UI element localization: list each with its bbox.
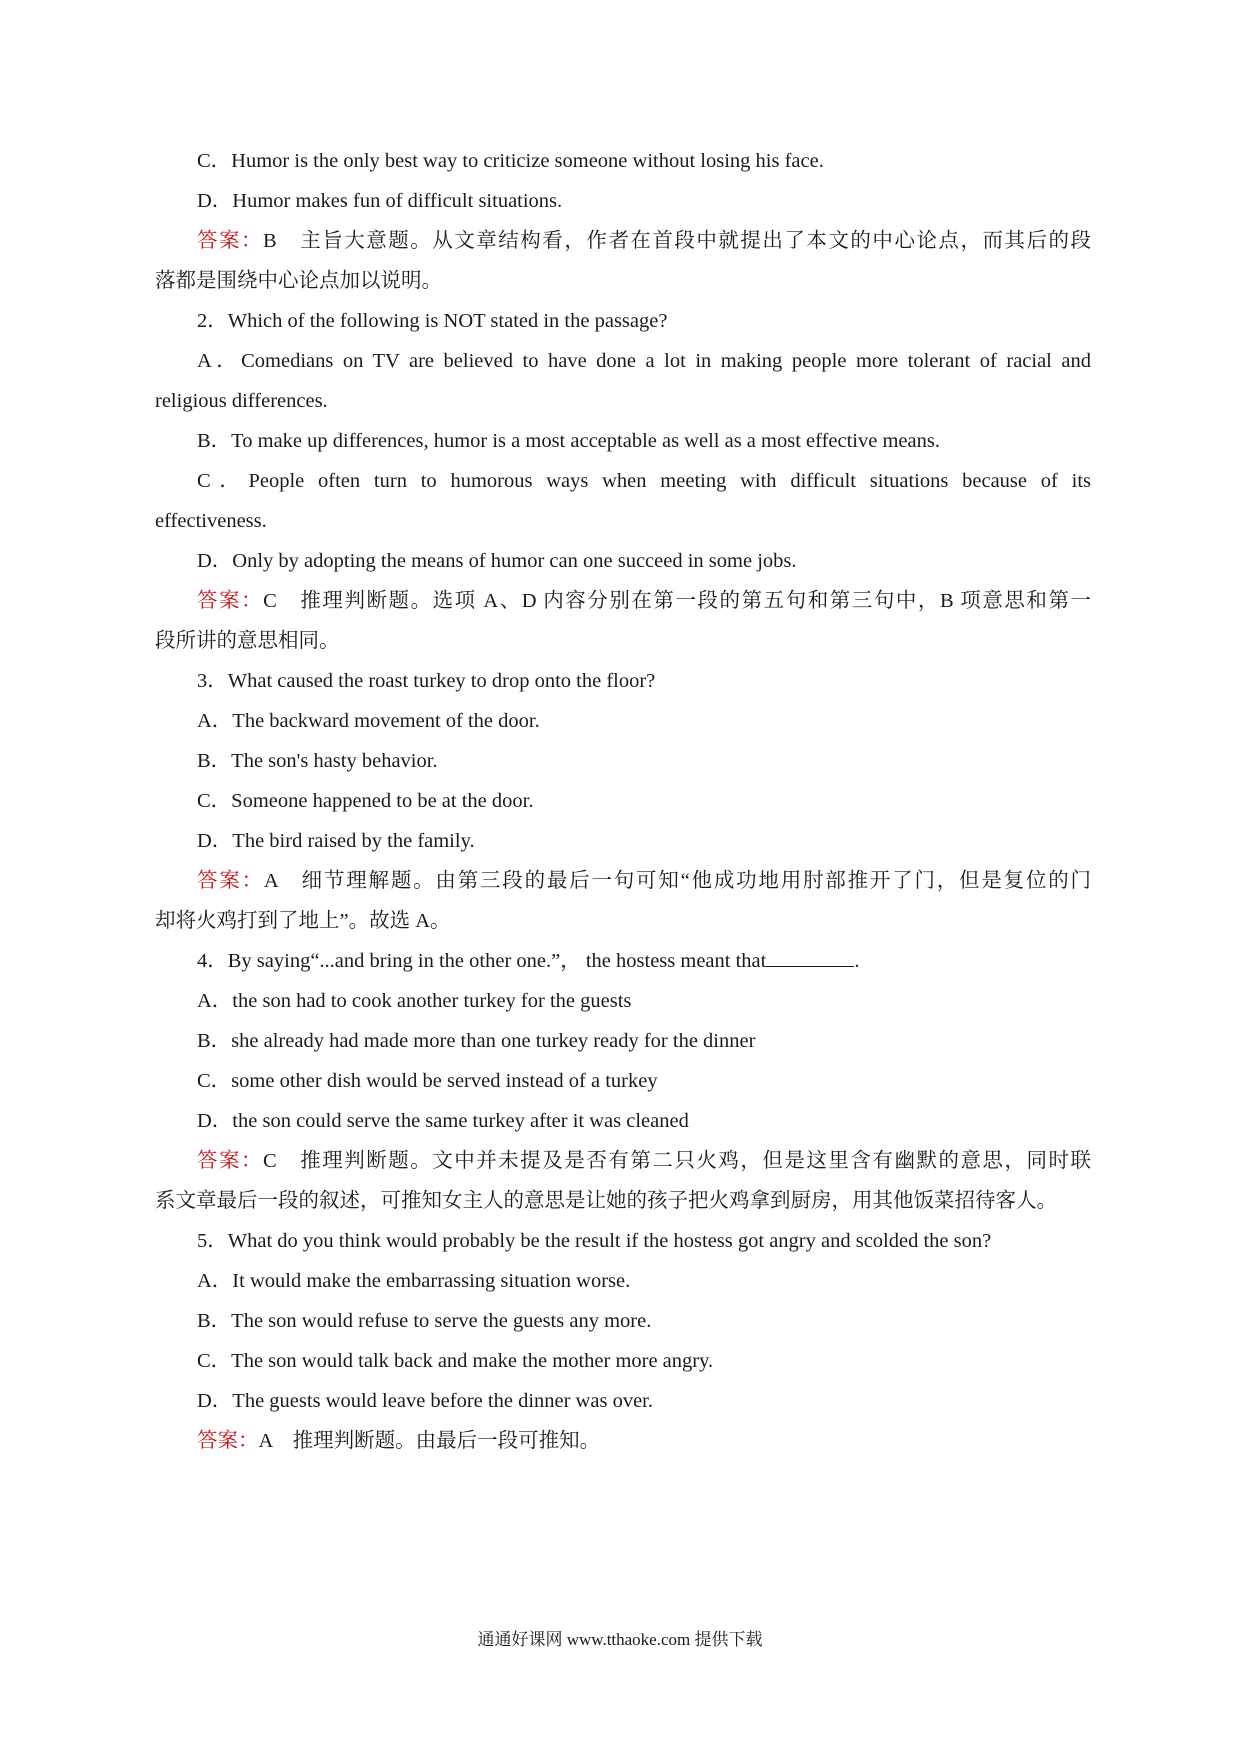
- option-b: B．The son's hasty behavior.: [197, 750, 438, 772]
- option-a: A．It would make the embarrassing situation worse.: [197, 1270, 631, 1292]
- option-c: C．Someone happened to be at the door.: [197, 790, 534, 812]
- option-b: B．To make up differences, humor is a most acceptable as well as a most effective means.: [197, 430, 940, 452]
- option-a: A．The backward movement of the door.: [197, 710, 540, 732]
- answer-4: 答案：C 推理判断题。文中并未提及是否有第二只火鸡，但是这里含有幽默的意思，同时联: [197, 1150, 1092, 1172]
- answer-label: 答案：: [197, 590, 264, 612]
- question-5: 5．What do you think would probably be the result if the hostess got angry and scolded the son?: [197, 1230, 992, 1252]
- answer-blank: [766, 948, 854, 967]
- answer-1: 答案：B 主旨大意题。从文章结构看，作者在首段中就提出了本文的中心论点，而其后的段: [197, 230, 1092, 252]
- answer-2-continued: 段所讲的意思相同。: [155, 630, 340, 652]
- option-d: D．the son could serve the same turkey after it was cleaned: [197, 1110, 689, 1132]
- option-c: C．some other dish would be served instead of a turkey: [197, 1070, 658, 1092]
- question-2: 2．Which of the following is NOT stated in the passage?: [197, 310, 668, 332]
- answer-2: 答案：C 推理判断题。选项 A、D 内容分别在第一段的第五句和第三句中，B 项意思和第一: [197, 590, 1091, 612]
- answer-label: 答案：: [197, 1430, 259, 1452]
- option-d: D．Only by adopting the means of humor can one succeed in some jobs.: [197, 550, 797, 572]
- option-b: B．she already had made more than one turkey ready for the dinner: [197, 1030, 756, 1052]
- answer-3-continued: 却将火鸡打到了地上”。故选 A。: [155, 910, 451, 932]
- answer-5: 答案：A 推理判断题。由最后一段可推知。: [197, 1430, 601, 1452]
- answer-4-continued: 系文章最后一段的叙述，可推知女主人的意思是让她的孩子把火鸡拿到厨房，用其他饭菜招待客人。: [155, 1190, 1057, 1212]
- option-c-continued: effectiveness.: [155, 510, 267, 532]
- option-d: D．The bird raised by the family.: [197, 830, 475, 852]
- option-a-continued: religious differences.: [155, 390, 328, 412]
- answer-label: 答案：: [197, 1150, 264, 1172]
- document-body: [155, 141, 1091, 1461]
- option-c: C．People often turn to humorous ways when meeting with difficult situations because of its: [197, 470, 1091, 492]
- option-b: B．The son would refuse to serve the guests any more.: [197, 1310, 652, 1332]
- option-a: A．Comedians on TV are believed to have done a lot in making people more tolerant of racial and: [197, 350, 1091, 372]
- page-footer: 通通好课网 www.tthaoke.com 提供下载: [477, 1630, 763, 1649]
- option-a: A．the son had to cook another turkey for the guests: [197, 990, 632, 1012]
- question-3: 3．What caused the roast turkey to drop onto the floor?: [197, 670, 656, 692]
- option-c: C．The son would talk back and make the mother more angry.: [197, 1350, 714, 1372]
- option-d: D．Humor makes fun of difficult situations.: [197, 190, 563, 212]
- answer-label: 答案：: [197, 230, 264, 252]
- question-4: 4．By saying“...and bring in the other one.”， the hostess meant that .: [197, 950, 860, 972]
- answer-label: 答案：: [197, 870, 264, 892]
- option-c: C．Humor is the only best way to criticize someone without losing his face.: [197, 150, 824, 172]
- answer-1-continued: 落都是围绕中心论点加以说明。: [155, 270, 442, 292]
- option-d: D．The guests would leave before the dinner was over.: [197, 1390, 653, 1412]
- answer-3: 答案：A 细节理解题。由第三段的最后一句可知“他成功地用肘部推开了门，但是复位的门: [197, 870, 1092, 892]
